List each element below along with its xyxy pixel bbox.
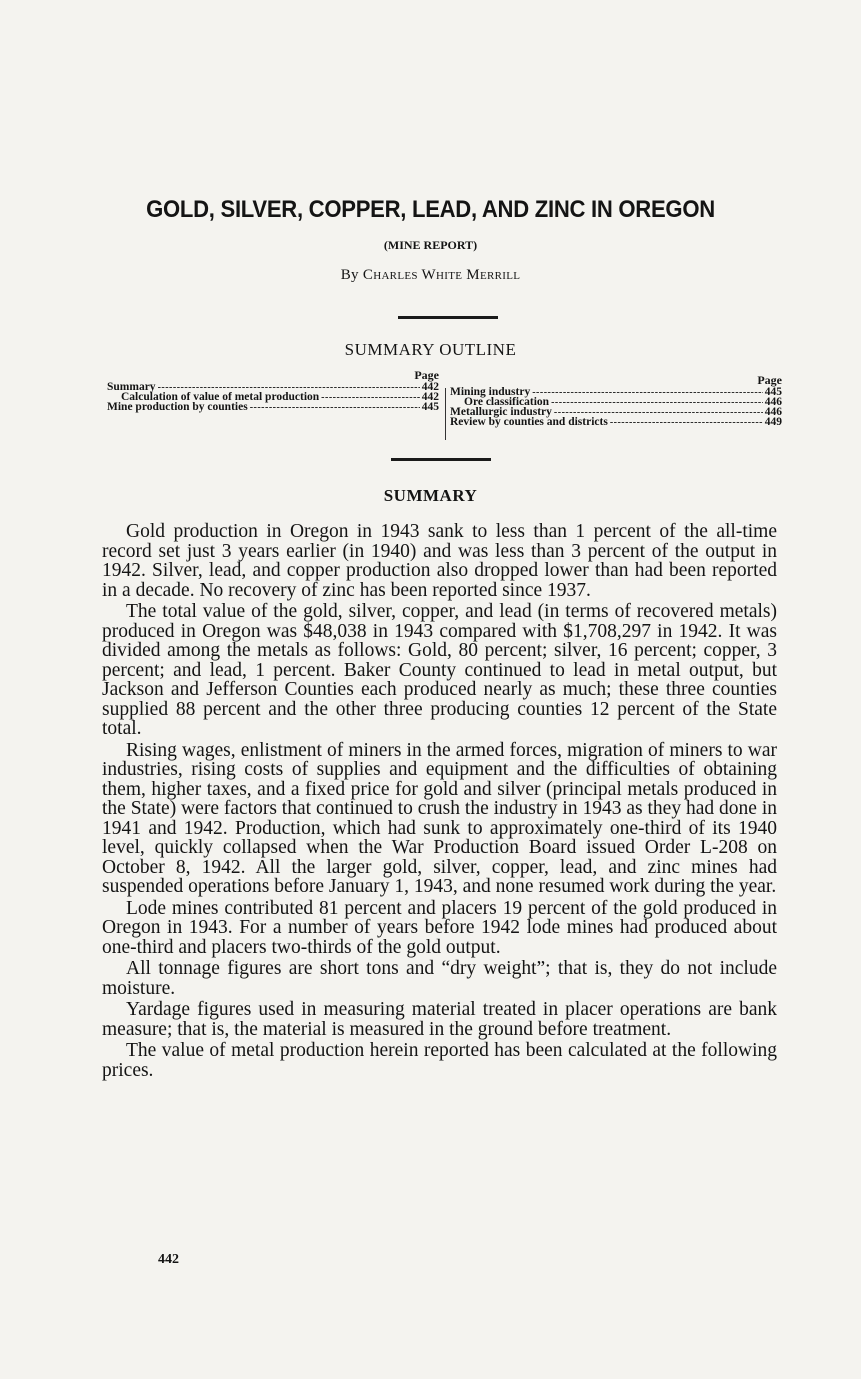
report-subtitle: (MINE REPORT) [383,238,478,252]
author-byline [0,267,861,284]
toc-entry[interactable]: Mine production by counties ----- 445 [107,402,439,412]
summary-body [102,522,777,1082]
outline-right-column [450,375,782,427]
toc-entry[interactable]: Summary ----- 442 [107,382,439,392]
author-name: Charles White Merrill [362,267,521,283]
toc-entry[interactable]: Metallurgic industry ----- 446 [450,407,782,417]
summary-paragraph: Lode mines contributed 81 percent and placers 19 percent of the gold produced in Oregon in 1943. For a number of years before 1942 lode mines had produced about one-third and placers two-thirds of the gold output. [102,897,777,958]
summary-paragraph: Rising wages, enlistment of miners in the armed forces, migration of miners to war industries, rising costs of supplies and equipment and the difficulties of obtaining them, higher taxes, and a fixed price for gold and silver (principal metals produced in the State) were factors that continued to crush the industry in 1943 as they had done in 1941 and 1942. Production, which had sunk to approximately one-third of its 1940 level, quickly collapsed when the War Production Board issued Order L-208 on October 8, 1942. All the larger gold, silver, copper, lead, and zinc mines had suspended operations before January 1, 1943, and none resumed work during the year. [102,739,777,897]
toc-entry[interactable]: Review by counties and districts ----- 449 [450,417,782,427]
summary-heading: SUMMARY [383,486,478,505]
byline-prefix: By [340,267,363,283]
report-title: GOLD, SILVER, COPPER, LEAD, AND ZINC IN OREGON [146,196,715,223]
outline-left-column [107,370,439,412]
summary-paragraph: Yardage figures used in measuring material treated in placer operations are bank measure; that is, the material is measured in the ground before treatment. [102,999,777,1040]
outline-heading: SUMMARY OUTLINE [344,340,517,359]
summary-paragraph: Gold production in Oregon in 1943 sank to less than 1 percent of the all-time record set just 3 years earlier (in 1940) and was less than 3 percent of the output in 1942. Silver, lead, and copper production also dropped lower than had been reported in a decade. No recovery of zinc has been reported since 1937. [102,521,777,601]
outline-divider [445,388,446,440]
summary-paragraph: The value of metal production herein reported has been calculated at the following prices. [102,1040,777,1081]
outline-rule [391,458,491,461]
page-column-label: Page [757,373,782,387]
toc-entry[interactable]: Mining industry ----- 445 [450,387,782,397]
summary-paragraph: All tonnage figures are short tons and “dry weight”; that is, they do not include moisture. [102,958,777,999]
title-rule [398,316,498,319]
page-column-label: Page [414,368,439,382]
toc-entry[interactable]: Calculation of value of metal production ----- 442 [107,392,439,402]
page-number: 442 [158,1252,179,1267]
summary-paragraph: The total value of the gold, silver, copper, and lead (in terms of recovered metals) produced in Oregon was $48,038 in 1943 compared with $1,708,297 in 1942. It was divided among the metals as follows: Gold, 80 percent; silver, 16 percent; copper, 3 percent; and lead, 1 percent. Baker County continued to lead in metal output, but Jackson and Jefferson Counties each produced nearly as much; these three counties supplied 88 percent and the other three producing counties 12 percent of the State total. [102,601,777,739]
toc-entry[interactable]: Ore classification ----- 446 [450,397,782,407]
